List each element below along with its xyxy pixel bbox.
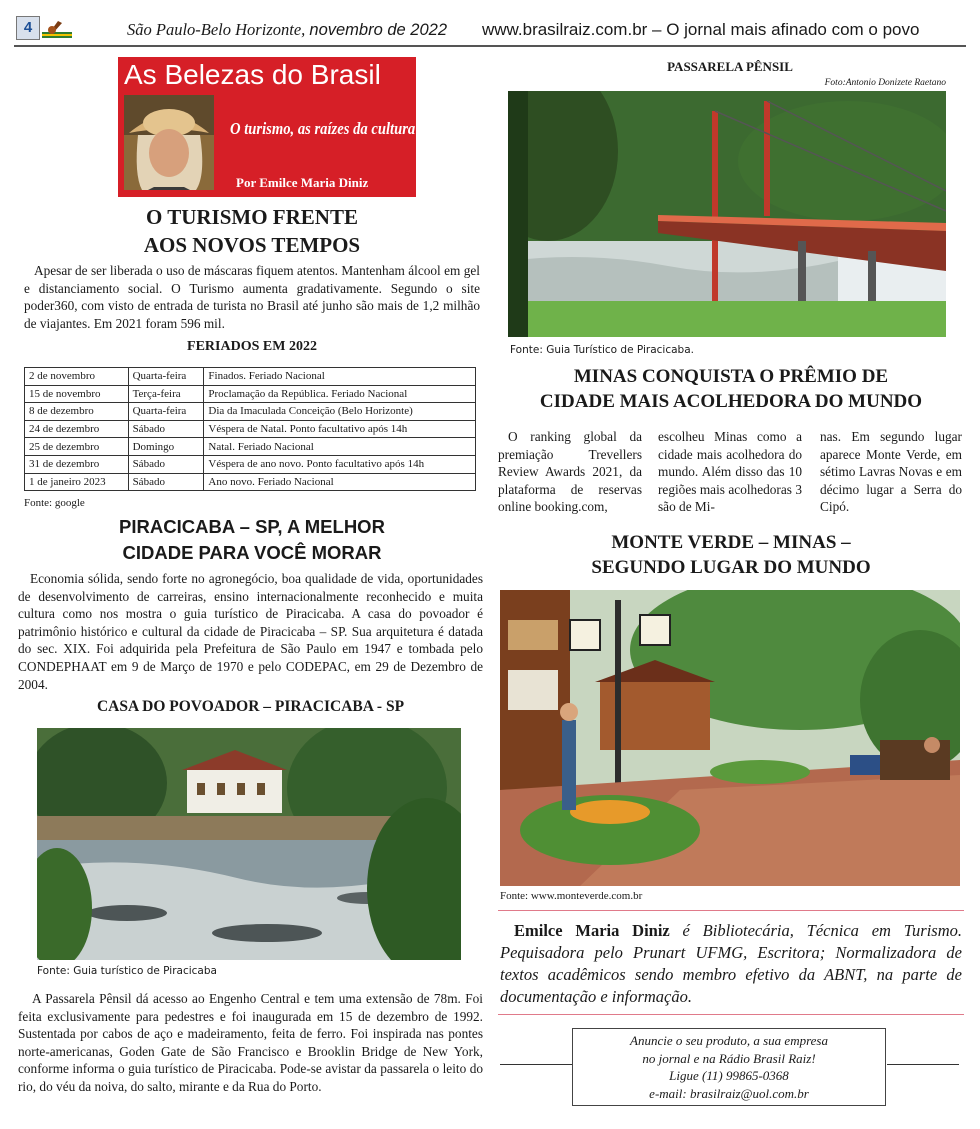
- holiday-date: 31 de dezembro: [25, 455, 129, 473]
- holiday-weekday: Sábado: [128, 455, 204, 473]
- holiday-row: [25, 438, 476, 456]
- minas-col-3: nas. Em segundo lugar aparece Monte Verde, em sétimo Lavras Novas e em décimo lugar a Serra do Cipó.: [820, 429, 962, 515]
- holiday-weekday: Terça-feira: [128, 385, 204, 403]
- banner-title: As Belezas do Brasil: [124, 59, 381, 90]
- holiday-description: Finados. Feriado Nacional: [204, 368, 476, 386]
- holiday-row: [25, 420, 476, 438]
- monte-verde-caption: Fonte: www.monteverde.com.br: [500, 890, 643, 902]
- minas-title: MINAS CONQUISTA O PRÊMIO DE CIDADE MAIS ACOLHEDORA DO MUNDO: [539, 366, 923, 412]
- page-number: 4: [16, 16, 40, 40]
- holidays-title: FERIADOS EM 2022: [187, 339, 317, 354]
- holidays-source: Fonte: google: [24, 497, 85, 509]
- banner-subtitle: O turismo, as raízes da cultura: [230, 119, 416, 138]
- holiday-row: [25, 368, 476, 386]
- casa-povoador-photo: [37, 728, 461, 960]
- holiday-description: Véspera de ano novo. Ponto facultativo após 14h: [204, 455, 476, 473]
- passarela-credit: Foto:Antonio Donizete Raetano: [824, 78, 946, 88]
- ad-phone: Ligue (11) 99865-0368: [669, 1068, 789, 1083]
- bio-rule-bottom: [498, 1014, 964, 1015]
- holiday-row: [25, 455, 476, 473]
- holiday-weekday: Domingo: [128, 438, 204, 456]
- bio-rule-top: [498, 910, 964, 911]
- ad-email: e-mail: brasilraiz@uol.com.br: [649, 1085, 809, 1101]
- article-title-turismo: O TURISMO FRENTE AOS NOVOS TEMPOS: [143, 205, 361, 257]
- brasil-raiz-logo-icon: [40, 18, 74, 40]
- article-body-piracicaba: Economia sólida, sendo forte no agronegócio, boa qualidade de vida, oportunidades de desenvolvimento de carreiras, ensino internacionalmente reconhecido e muita cultura como nos mostra o guia turístico de Piracicaba. A casa do povoador é patrimônio histórico e cultural da cidade de Piracicaba – SP. Sua arquitetura é datada do sec. XIX. Foi adquirida pela Prefeitura de São Paulo em 1947 e tombada pelo CONDEPHAAT em 9 de Março de 1970 e pelo CODEPAC, em 29 de Dezembro de 2004.: [18, 571, 483, 692]
- casa-title: CASA DO POVOADOR – PIRACICABA - SP: [96, 698, 405, 715]
- holiday-date: 1 de janeiro 2023: [25, 473, 129, 491]
- article-title-piracicaba: PIRACICABA – SP, A MELHOR CIDADE PARA VOCÊ MORAR: [119, 516, 385, 563]
- author-bio: [500, 920, 962, 1008]
- holiday-row: [25, 385, 476, 403]
- minas-col-1: O ranking global da premiação Trevellers Review Awards 2021, da plataforma de reservas online booking.com,: [498, 429, 642, 515]
- holiday-date: 2 de novembro: [25, 368, 129, 386]
- holiday-weekday: Quarta-feira: [128, 368, 204, 386]
- holiday-date: 15 de novembro: [25, 385, 129, 403]
- holiday-description: Proclamação da República. Feriado Nacional: [204, 385, 476, 403]
- holiday-weekday: Sábado: [128, 473, 204, 491]
- holiday-date: 24 de dezembro: [25, 420, 129, 438]
- holiday-description: Natal. Feriado Nacional: [204, 438, 476, 456]
- holiday-description: Dia da Imaculada Conceição (Belo Horizonte): [204, 403, 476, 421]
- author-name: Emilce Maria Diniz: [514, 921, 670, 940]
- header-rule: [14, 45, 966, 47]
- header-location-date: São Paulo-Belo Horizonte, novembro de 2022: [127, 20, 448, 39]
- passarela-pensil-photo: [508, 91, 946, 337]
- holiday-description: Ano novo. Feriado Nacional: [204, 473, 476, 491]
- holiday-row: [25, 403, 476, 421]
- monte-verde-title: MONTE VERDE – MINAS – SEGUNDO LUGAR DO MUNDO: [591, 532, 871, 578]
- holiday-date: 8 de dezembro: [25, 403, 129, 421]
- banner-author: Por Emilce Maria Diniz: [236, 175, 369, 190]
- holiday-row: [25, 473, 476, 491]
- article-body-turismo: Apesar de ser liberada o uso de máscaras fiquem atentos. Mantenham álcool em gel e distanciamento social. O Turismo aumenta gradativamente. Segundo o site poder360, com visto de entrada de turista no Brasil até junho são mais de 1,2 milhão de viajantes. Em 2021 foram 596 mil.: [24, 263, 480, 331]
- holiday-weekday: Sábado: [128, 420, 204, 438]
- advertisement-box: [572, 1028, 886, 1106]
- passarela-caption: Fonte: Guia Turístico de Piracicaba.: [510, 344, 694, 356]
- ad-line-1: Anuncie o seu produto, a sua empresa: [630, 1033, 828, 1048]
- monte-verde-photo: [500, 590, 960, 886]
- ad-line-2: no jornal e na Rádio Brasil Raiz!: [642, 1050, 816, 1066]
- column-banner: [118, 57, 416, 197]
- holidays-table: [24, 367, 476, 491]
- minas-col-2: escolheu Minas como a cidade mais acolhedora do mundo. Além disso das 10 regiões mais acolhedoras 3 são de Mi-: [658, 429, 802, 515]
- passarela-title: PASSARELA PÊNSIL: [667, 59, 793, 74]
- holiday-description: Véspera de Natal. Ponto facultativo após 14h: [204, 420, 476, 438]
- ad-rule-left: [500, 1064, 572, 1065]
- ad-rule-right: [887, 1064, 959, 1065]
- holiday-weekday: Quarta-feira: [128, 403, 204, 421]
- holiday-date: 25 de dezembro: [25, 438, 129, 456]
- casa-caption: Fonte: Guia turístico de Piracicaba: [37, 965, 217, 977]
- passarela-body: A Passarela Pênsil dá acesso ao Engenho Central e tem uma extensão de 78m. Foi feita exclusivamente para pedestres e foi inaugurada em 15 de dezembro de 1992. Sustentada por cabos de aço e madeiramento, feita de ferro. Foi inspirada nas pontes norte-americanas, Goden Gate de São Francisco e Brooklin Bridge de New York, conforme informa o guia turístico de Piracicaba. Pode-se avistar da passarela o leito do rio, do véu da noiva, do salto, mirante e da Rua do Porto.: [18, 991, 483, 1094]
- author-bio-text: é Bibliotecária, Técnica em Turismo. Pequisadora pelo Prunart UFMG, Escritora; Normalizadora de textos acadêmicos sendo membro efetivo da ABNT, na parte de documentação e informação.: [500, 921, 962, 1006]
- author-photo: [124, 95, 214, 190]
- header-site: www.brasilraiz.com.br – O jornal mais afinado com o povo: [482, 20, 920, 39]
